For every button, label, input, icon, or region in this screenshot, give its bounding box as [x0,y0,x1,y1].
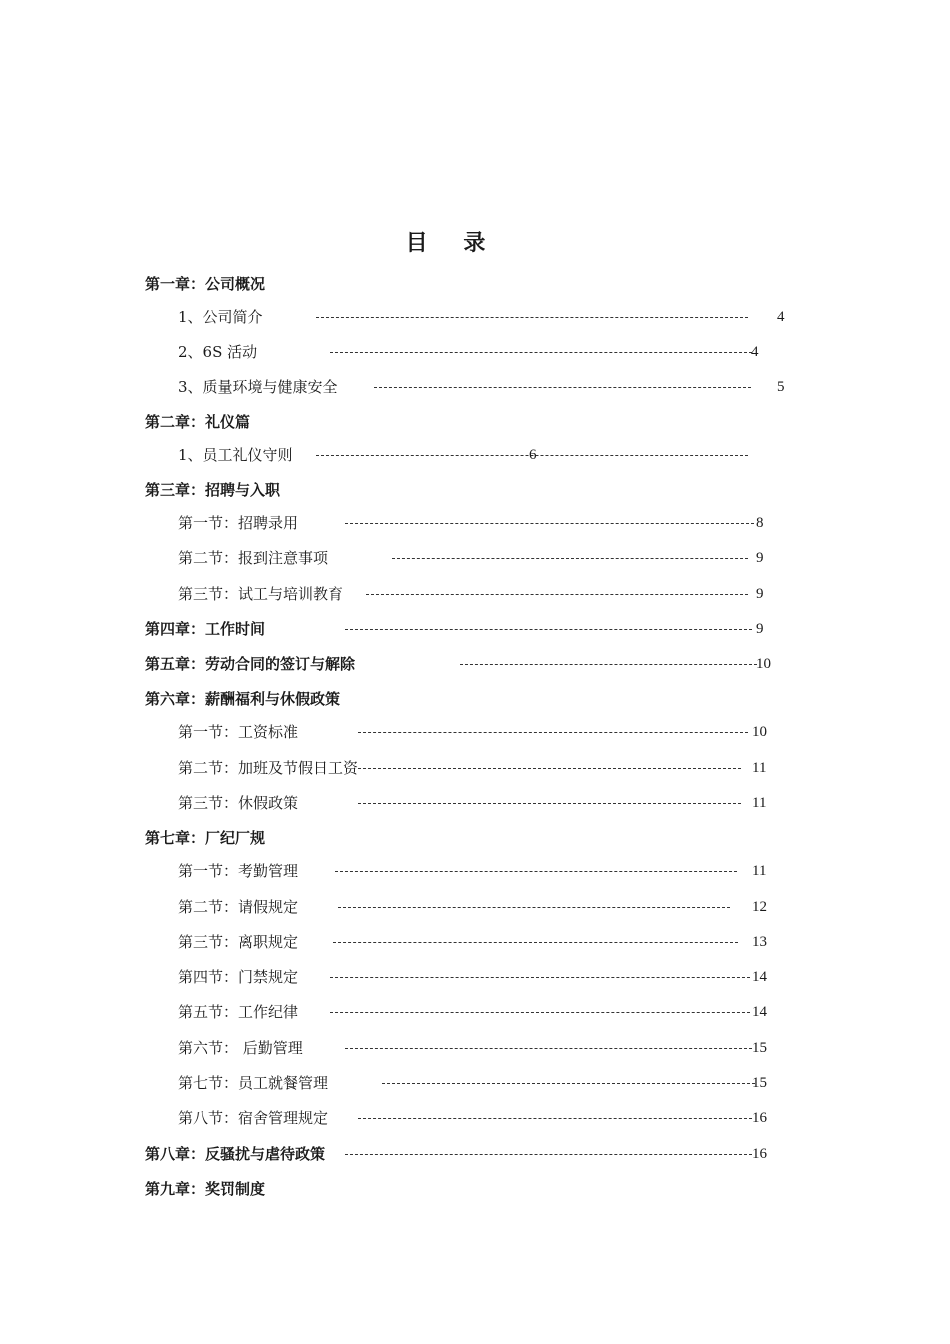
toc-entry-row[interactable] [0,1036,950,1060]
toc-chapter-row[interactable] [0,617,950,641]
dot-leader [382,1083,755,1084]
toc-page-number: 14 [752,969,767,985]
dot-leader [338,907,730,908]
dot-leader [345,1048,752,1049]
toc-label: 第七节：员工就餐管理 [178,1074,329,1092]
dot-leader [335,871,737,872]
toc-entry-row[interactable] [0,859,950,883]
toc-label: 第七章：厂纪厂规 [145,829,266,847]
toc-entry-row[interactable] [0,375,950,399]
toc-page-number: 13 [752,934,767,950]
toc-entry-row[interactable] [0,305,950,329]
toc-label: 第二节：报到注意事项 [178,549,329,567]
toc-title: 目 录 [405,231,500,256]
toc-label: 第一节：工资标准 [178,723,299,741]
dot-leader [460,664,757,665]
toc-label: 第一节：考勤管理 [178,862,299,880]
toc-page-number: 4 [751,344,759,360]
dot-leader [330,977,750,978]
dot-leader [358,803,741,804]
dot-leader [333,942,738,943]
dot-leader [392,558,748,559]
dot-leader [358,768,741,769]
toc-entry-row[interactable] [0,511,950,535]
toc-label: 第五节：工作纪律 [178,1003,299,1021]
toc-label: 第二节：请假规定 [178,898,299,916]
toc-label: 第一节：招聘录用 [178,514,299,532]
toc-label: 第九章：奖罚制度 [145,1180,266,1198]
toc-chapter-row[interactable] [0,1177,950,1201]
toc-entry-row[interactable] [0,1106,950,1130]
toc-label: 第三节：休假政策 [178,794,299,812]
toc-page-number: 5 [777,379,785,395]
dot-leader [330,352,752,353]
toc-label: 第八节：宿舍管理规定 [178,1109,329,1127]
toc-label: 第二章：礼仪篇 [145,413,251,431]
toc-chapter-row[interactable] [0,687,950,711]
toc-entry-row[interactable] [0,443,950,467]
toc-label: 第四节：门禁规定 [178,968,299,986]
dot-leader [374,387,751,388]
dot-leader [316,317,748,318]
toc-page-number: 11 [752,795,767,811]
toc-page-number: 16 [752,1146,767,1162]
toc-entry-row[interactable] [0,791,950,815]
toc-entry-row[interactable] [0,340,950,364]
dot-leader [358,732,748,733]
dot-leader [345,523,754,524]
toc-entry-row[interactable] [0,1071,950,1095]
toc-page-number: 9 [756,550,764,566]
toc-entry-row[interactable] [0,930,950,954]
toc-page-number: 11 [752,760,767,776]
toc-entry-row[interactable] [0,582,950,606]
toc-chapter-row[interactable] [0,410,950,434]
dot-leader [345,629,752,630]
toc-label: 1、员工礼仪守则 [178,446,293,464]
dot-leader [358,1118,752,1119]
toc-page-number: 15 [752,1075,767,1091]
toc-label: 2、6S 活动 [178,343,258,361]
toc-chapter-row[interactable] [0,1142,950,1166]
toc-entry-row[interactable] [0,965,950,989]
toc-page-number: 9 [756,586,764,602]
toc-chapter-row[interactable] [0,478,950,502]
toc-label: 第二节：加班及节假日工资 [178,759,359,777]
toc-chapter-row[interactable] [0,652,950,676]
toc-page-number: 14 [752,1004,767,1020]
toc-label: 第三章：招聘与入职 [145,481,281,499]
toc-entry-row[interactable] [0,895,950,919]
toc-page-number: 11 [752,863,767,879]
toc-label: 第一章：公司概况 [145,275,266,293]
toc-entry-row[interactable] [0,720,950,744]
dot-leader [330,1012,750,1013]
toc-page-number: 15 [752,1040,767,1056]
toc-page-number: 16 [752,1110,767,1126]
toc-page-number: 10 [752,724,767,740]
toc-page-number: 8 [756,515,764,531]
toc-label: 第六节： 后勤管理 [178,1039,303,1057]
dot-leader [345,1154,752,1155]
toc-page-number: 4 [777,309,785,325]
toc-label: 第八章：反骚扰与虐待政策 [145,1145,326,1163]
toc-page-number: 9 [756,621,764,637]
toc-page-number: 10 [756,656,771,672]
toc-entry-row[interactable] [0,756,950,780]
toc-label: 1、公司简介 [178,308,263,326]
toc-label: 第五章：劳动合同的签订与解除 [145,655,356,673]
toc-label: 第三节：试工与培训教育 [178,585,344,603]
toc-entry-row[interactable] [0,546,950,570]
toc-label: 3、质量环境与健康安全 [178,378,338,396]
toc-label: 第六章：薪酬福利与休假政策 [145,690,341,708]
toc-entry-row[interactable] [0,1000,950,1024]
toc-page-number: 12 [752,899,767,915]
toc-label: 第四章：工作时间 [145,620,266,638]
dot-leader [366,594,748,595]
toc-label: 第三节：离职规定 [178,933,299,951]
toc-page-number: 6 [529,447,537,463]
toc-chapter-row[interactable] [0,826,950,850]
toc-chapter-row[interactable] [0,272,950,296]
